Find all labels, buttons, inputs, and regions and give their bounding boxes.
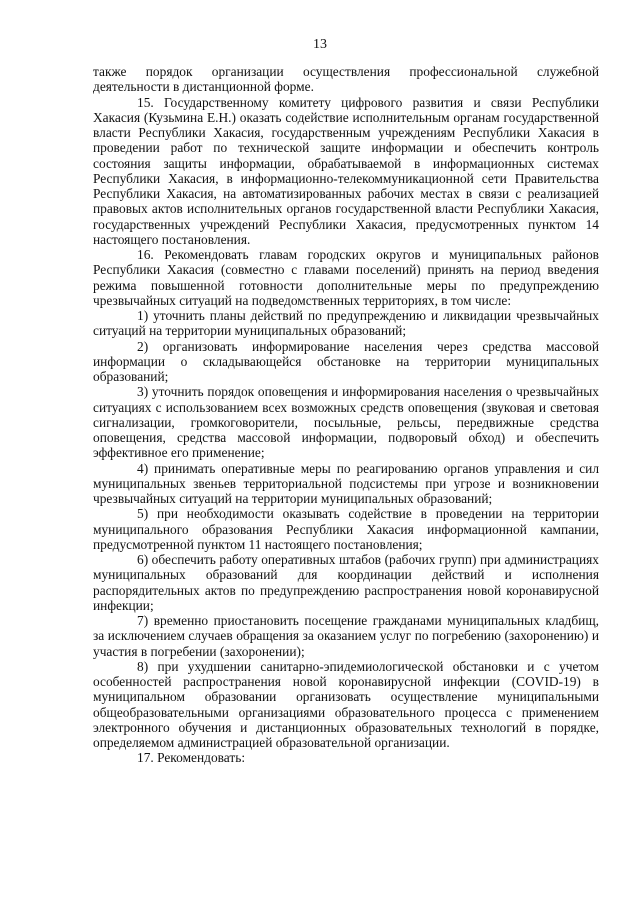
paragraph-item-17: 17. Рекомендовать: xyxy=(137,750,246,766)
paragraph-item-15: 15. Государственному комитету цифрового развития и связи Республики Хакасия (Кузьмина Е.Н.) оказать содействие исполнительным органам государственной власти Республики Хакасия, государственным учреждениям Республики Хакасия в проведении работ по технической защите информации и обеспечить контроль состояния защиты информации, обрабатываемой в информационных системах Республики Хакасия, в информационно-телекоммуникационной сети Правительства Республики Хакасия, на автоматизированных рабочих местах в связи с реализацией правовых актов исполнительных органов государственной власти Республики Хакасия, государственных учреждений Республики Хакасия, предусмотренных пунктом 14 настоящего постановления. xyxy=(93,94,599,247)
paragraph-subitem-8: 8) при ухудшении санитарно-эпидемиологической обстановки и с учетом особенностей распространения новой коронавирусной инфекции (COVID-19) в муниципальном образовании организовать осуществление муниципальными общеобразовательными организациями образовательного процесса с применением электронного обучения и дистанционных образовательных технологий в порядке, определяемом администрацией образовательной организации. xyxy=(93,658,599,750)
paragraph-subitem-3: 3) уточнить порядок оповещения и информирования населения о чрезвычайных ситуациях с использованием всех возможных средств оповещения (звуковая и световая сигнализации, громкоговорители, посыльные, рельсы, передвижные средства оповещения, средства массовой информации, подворовый обход) и обеспечить эффективное его применение; xyxy=(93,384,599,461)
document-body xyxy=(93,64,599,766)
paragraph-subitem-6: 6) обеспечить работу оперативных штабов (рабочих групп) при администрациях муниципальных образований для координации действий и исполнения распорядительных актов по предупреждению распространения новой коронавирусной инфекции; xyxy=(93,552,599,613)
paragraph-subitem-2: 2) организовать информирование населения через средства массовой информации о складывающейся обстановке на территории муниципальных образований; xyxy=(93,338,599,384)
paragraph-subitem-7: 7) временно приостановить посещение гражданами муниципальных кладбищ, за исключением случаев обращения за оказанием услуг по погребению (захоронению) и участия в погребении (захоронении); xyxy=(93,613,599,659)
paragraph-continuation: также порядок организации осуществления профессиональной служебной деятельности в дистанционной форме. xyxy=(93,64,599,95)
paragraph-subitem-4: 4) принимать оперативные меры по реагированию органов управления и сил муниципальных звеньев территориальной подсистемы при угрозе и возникновении чрезвычайных ситуаций на территории муниципальных образований; xyxy=(93,460,599,506)
page-number: 13 xyxy=(313,37,327,52)
paragraph-subitem-1: 1) уточнить планы действий по предупреждению и ликвидации чрезвычайных ситуаций на территории муниципальных образований; xyxy=(93,308,599,339)
paragraph-subitem-5: 5) при необходимости оказывать содействие в проведении на территории муниципального образования Республики Хакасия информационной кампании, предусмотренной пунктом 11 настоящего постановления; xyxy=(93,506,599,552)
paragraph-item-16: 16. Рекомендовать главам городских округов и муниципальных районов Республики Хакасия (совместно с главами поселений) принять на период введения режима повышенной готовности дополнительные меры по предупреждению чрезвычайных ситуаций на подведомственных территориях, в том числе: xyxy=(93,247,599,308)
